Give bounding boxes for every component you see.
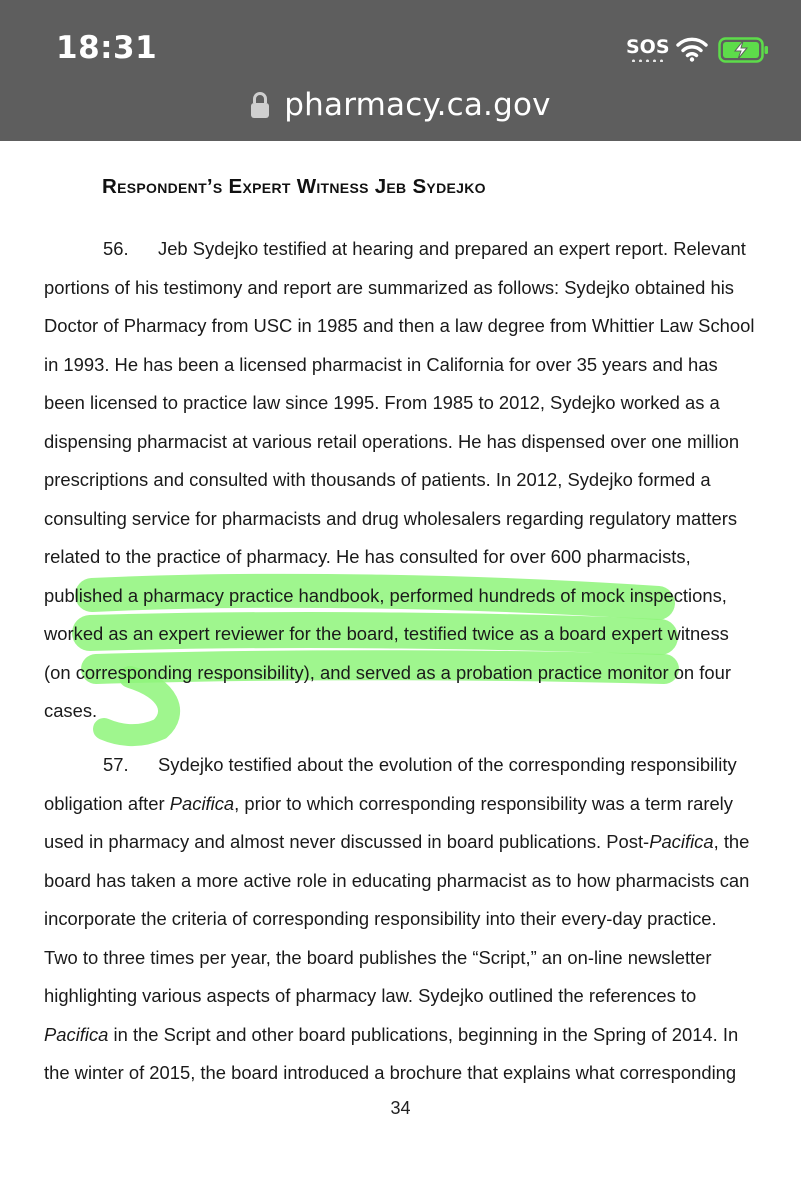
lock-icon — [250, 90, 270, 120]
paragraph-line: dispensing pharmacist at various retail operations. He has dispensed over one million — [44, 430, 740, 452]
paragraph-line: cases. — [44, 700, 98, 721]
paragraph-line: board has taken a more active role in educating pharmacist as to how pharmacists can — [44, 869, 750, 891]
case-name: Pacifica — [649, 831, 714, 852]
paragraph-line: 56. Jeb Sydejko testified at hearing and prepared an expert report. Relevant — [44, 230, 784, 269]
paragraph-57 — [44, 746, 784, 1093]
url-text[interactable]: pharmacy.ca.gov — [284, 87, 551, 123]
paragraph-line: (on corresponding responsibility), and served as a probation practice monitor on four — [44, 661, 731, 683]
paragraph-line: the winter of 2015, the board introduced a brochure that explains what corresponding — [44, 1062, 737, 1083]
browser-chrome — [0, 0, 801, 141]
paragraph-line: consulting service for pharmacists and drug wholesalers regarding regulatory matters — [44, 507, 738, 529]
address-bar[interactable] — [0, 80, 801, 130]
paragraph-line: Pacifica in the Script and other board publications, beginning in the Spring of 2014. In — [44, 1023, 739, 1045]
paragraph-number: 56. — [103, 238, 129, 259]
case-name: Pacifica — [169, 792, 235, 814]
paragraph-line: prescriptions and consulted with thousands of patients. In 2012, Sydejko formed a — [44, 469, 711, 490]
battery-charging-icon — [718, 37, 770, 63]
paragraph-line: worked as an expert reviewer for the board, testified twice as a board expert witness — [44, 623, 729, 644]
sos-indicator: SOS — [626, 36, 670, 58]
paragraph-line: been licensed to practice law since 1995. From 1985 to 2012, Sydejko worked as a — [44, 392, 720, 413]
paragraph-line: 57. Sydejko testified about the evolution of the corresponding responsibility — [44, 746, 784, 785]
paragraph-line: published a pharmacy practice handbook, performed hundreds of mock inspections, — [44, 584, 727, 606]
wifi-icon — [676, 36, 708, 62]
paragraph-line: obligation after Pacifica, prior to which corresponding responsibility was a term rarely — [44, 792, 733, 814]
paragraph-line: Two to three times per year, the board publishes the “Script,” an on-line newsletter — [44, 946, 712, 968]
paragraph-line: related to the practice of pharmacy. He has consulted for over 600 pharmacists, — [44, 546, 691, 567]
paragraph-line: in 1993. He has been a licensed pharmacist in California for over 35 years and has — [44, 353, 718, 375]
paragraph-number: 57. — [103, 754, 129, 775]
paragraph-line: highlighting various aspects of pharmacy law. Sydejko outlined the references to — [44, 985, 697, 1006]
paragraph-56 — [44, 230, 784, 731]
paragraph-line: portions of his testimony and report are summarized as follows: Sydejko obtained his — [44, 276, 734, 298]
status-time: 18:31 — [56, 30, 158, 66]
paragraph-line: used in pharmacy and almost never discussed in board publications. Post-Pacifica, the — [44, 831, 750, 852]
paragraph-line: Doctor of Pharmacy from USC in 1985 and then a law degree from Whittier Law School — [44, 315, 755, 336]
case-name: Pacifica — [44, 1023, 109, 1045]
document-page — [0, 141, 801, 1200]
signal-dots-icon — [630, 59, 664, 62]
page-number: 34 — [390, 1098, 411, 1118]
section-heading: Respondent’s Expert Witness Jeb Sydejko — [102, 175, 486, 198]
paragraph-line: incorporate the criteria of corresponding responsibility into their every-day practice. — [44, 908, 717, 929]
